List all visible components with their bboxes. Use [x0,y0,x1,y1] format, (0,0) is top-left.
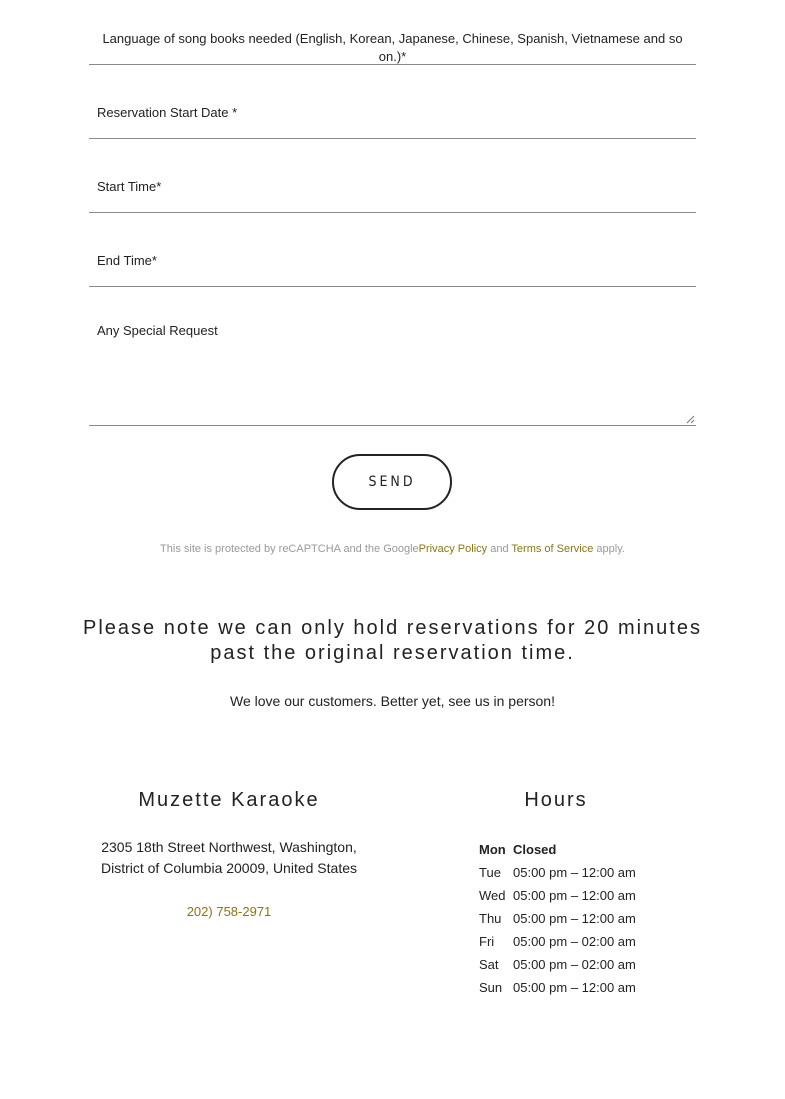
hours-title: Hours [524,789,588,811]
hours-row [479,861,636,884]
hours-row [479,976,636,999]
recaptcha-prefix: This site is protected by reCAPTCHA and the Google [160,543,419,555]
hours-row [479,953,636,976]
hours-day: Thu [479,911,502,926]
hours-table [479,838,636,999]
hours-day: Sat [479,957,499,972]
phone-link[interactable]: 202) 758-2971 [186,904,272,919]
hours-time: 05:00 pm – 02:00 am [513,957,636,972]
hours-day: Sun [479,980,503,995]
business-name: Muzette Karaoke [138,789,320,811]
hours-day: Tue [479,865,501,880]
start-date-field[interactable] [89,65,696,139]
business-address [89,837,369,879]
hours-time: 05:00 pm – 12:00 am [513,888,636,903]
start-time-label: Start Time* [97,179,162,194]
hours-time: 05:00 pm – 12:00 am [513,980,636,995]
privacy-policy-link[interactable]: Privacy Policy [418,543,488,555]
special-request-textarea[interactable] [89,287,696,426]
address-line-1: 2305 18th Street Northwest, Washington, [101,839,357,855]
reservation-form [89,0,696,426]
reservation-hold-note: Please note we can only hold reservations for 20 minutes past the original reservation time. [83,617,702,664]
end-time-label: End Time* [97,253,157,268]
terms-of-service-link[interactable]: Terms of Service [511,543,594,555]
hours-time: Closed [513,842,557,857]
language-label: Language of song books needed (English, Korean, Japanese, Chinese, Spanish, Vietnamese and so on.)* [102,31,683,64]
tagline: We love our customers. Better yet, see us in person! [229,693,555,709]
hours-row [479,838,636,861]
recaptcha-and: and [490,543,509,555]
hours-row [479,907,636,930]
resize-handle-icon[interactable] [686,415,695,424]
start-date-label: Reservation Start Date * [97,105,238,120]
hours-time: 05:00 pm – 02:00 am [513,934,636,949]
hours-row [479,884,636,907]
address-line-2: District of Columbia 20009, United States [100,860,357,876]
end-time-field[interactable] [89,213,696,287]
hours-day: Mon [479,842,506,857]
hours-time: 05:00 pm – 12:00 am [513,911,636,926]
recaptcha-suffix: apply. [596,543,625,555]
send-button[interactable]: SEND [332,454,452,510]
start-time-field[interactable] [89,139,696,213]
hours-row [479,930,636,953]
hours-day: Fri [479,934,495,949]
hours-day: Wed [479,888,506,903]
special-request-label: Any Special Request [97,323,218,338]
hours-time: 05:00 pm – 12:00 am [513,865,636,880]
recaptcha-notice [0,543,785,555]
language-field[interactable] [89,0,696,65]
